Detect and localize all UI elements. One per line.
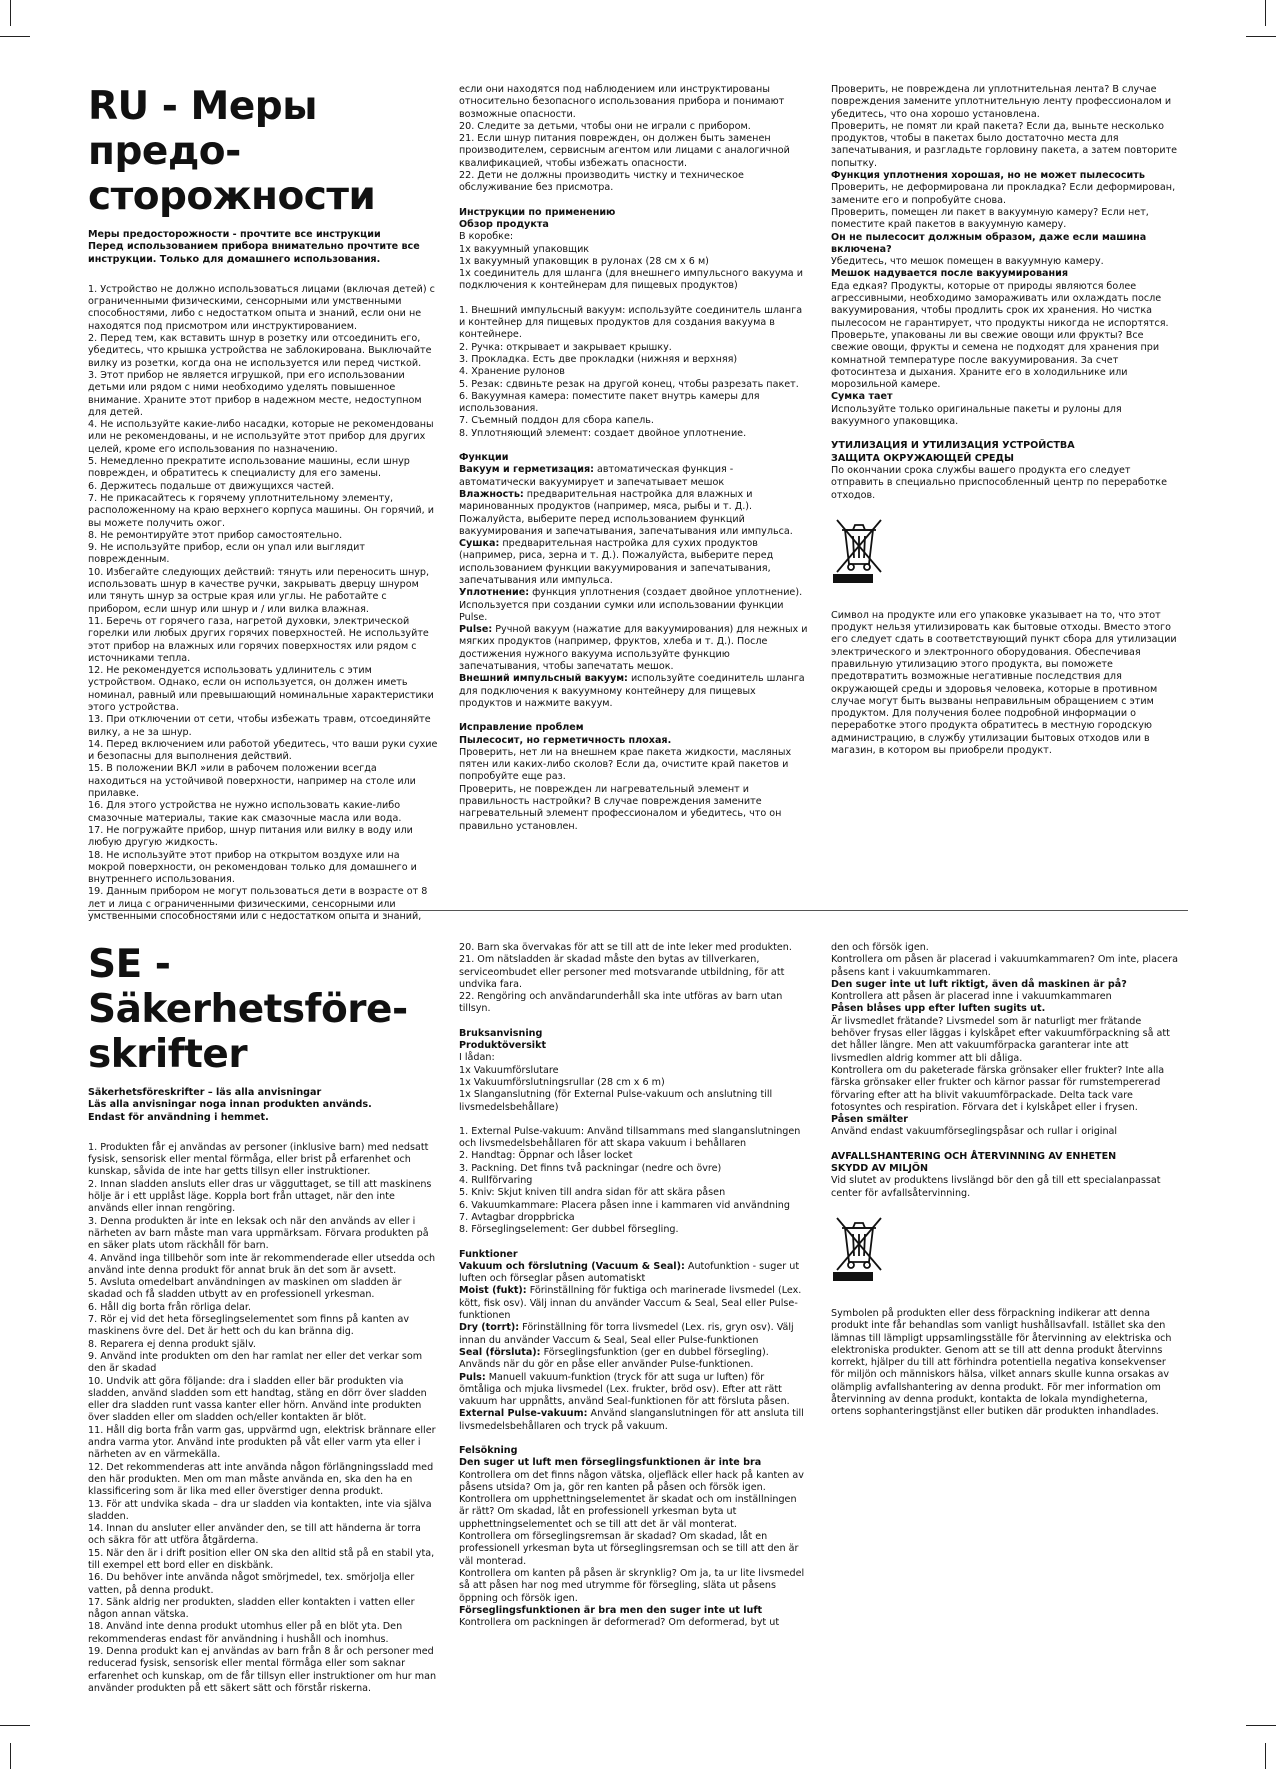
text-paragraph: 7. Не прикасайтесь к горячему уплотнительному элементу, расположенному на краю верхнего корпуса машины. Он горячий, и вы можете получить ожог. xyxy=(88,492,434,529)
function-label: Moist (fukt): xyxy=(459,1285,527,1297)
troubleshooting-answer: Проверить, не деформирована ли прокладка? Если деформирован, замените его и попробуйте снова. xyxy=(831,182,1176,206)
se-functions-list xyxy=(459,1261,809,1433)
text-paragraph: 11. Беречь от горячего газа, нагретой духовки, электрической горелки или любых других горячих поверхностей. Не используйте этот прибор на влажных или горячих поверхностях или рядом с источниками тепла. xyxy=(88,615,429,664)
function-item xyxy=(459,1285,809,1322)
ru-overview-heading: Обзор продукта xyxy=(459,218,549,230)
text-paragraph: 20. Следите за детьми, чтобы они не играли с прибором. xyxy=(459,120,751,132)
function-description: предварительная настройка для сухих продуктов (например, риса, зерна и т. Д.). Пожалуйста, выберите перед использованием функции вакуумирования и запечатывания, запечатывания или импульса. xyxy=(459,538,774,586)
text-paragraph: 13. При отключении от сети, чтобы избежать травм, отсоединяйте вилку, а не за шнур. xyxy=(88,714,431,738)
ru-disposal-intro: По окончании срока службы вашего продукта его следует отправить в специально приспособленный центр по переработке отходов. xyxy=(831,464,1168,501)
ru-title xyxy=(88,84,448,219)
troubleshooting-question: Förseglingsfunktionen är bra men den suger inte ut luft xyxy=(459,1604,763,1616)
function-label: Внешний импульсный вакуум: xyxy=(459,673,628,685)
function-label: Вакуум и герметизация: xyxy=(459,464,594,476)
function-item xyxy=(459,1347,809,1372)
troubleshooting-answer: Проверить, не повреждена ли уплотнительная лента? В случае повреждения замените уплотнительную ленту профессионалом и убедитесь, что она хорошо установлена. xyxy=(831,84,1172,120)
se-troubleshooting-list-continued xyxy=(831,942,1181,1139)
crossed-out-wheelie-bin-icon xyxy=(831,1212,887,1302)
text-paragraph: 6. Вакуумная камера: поместите пакет внутрь камеры для использования. xyxy=(459,390,760,415)
text-paragraph: 16. Для этого устройства не нужно использовать какие-либо смазочные материалы, такие как смазочные масла или вода. xyxy=(88,800,402,824)
crop-mark xyxy=(1246,36,1276,37)
ru-disposal-text: Символ на продукте или его упаковке указывает на то, что этот продукт нельзя утилизировать как бытовые отходы. Вместо этого его следует сдать в соответствующий пункт сбора для утилизации электрического и электронного оборудования. Обеспечивая правильную утилизацию этого продукта, вы поможете предотвратить возможные негативные последствия для окружающей среды и здоровья человека, которые в противном случае могут быть вызваны неправильным обращением с этим продуктом. Для получения более подробной информации о переработке этого продукта обратитесь в местную городскую администрацию, в службу утилизации бытовых отходов или в магазин, в котором вы приобрели продукт. xyxy=(831,609,1177,757)
text-paragraph: 3. Denna produkten är inte en leksak och när den används av eller i närheten av barn måste man vara uppmärksam. Förvara produkten på en säker plats utom räckhåll för barn. xyxy=(88,1215,429,1252)
crop-mark xyxy=(1246,1725,1276,1726)
ru-functions-list xyxy=(459,464,809,710)
crossed-out-wheelie-bin-icon xyxy=(831,514,887,604)
text-paragraph: 17. Не погружайте прибор, шнур питания или вилку в воду или любую другую жидкость. xyxy=(88,824,413,849)
troubleshooting-answer: Проверить, не поврежден ли нагревательный элемент и правильность настройки? В случае повреждения замените нагревательный элемент профессионалом и убедитесь, что он правильно установлен. xyxy=(459,783,782,832)
ru-subtitle-line: инструкции. Только для домашнего использования. xyxy=(88,253,381,265)
troubleshooting-question: Мешок надувается после вакуумирования xyxy=(831,268,1069,280)
text-paragraph: 22. Дети не должны производить чистку и техническое обслуживание без присмотра. xyxy=(459,170,744,194)
ru-column-3 xyxy=(831,84,1181,757)
function-item xyxy=(459,1408,809,1433)
text-paragraph: 5. Резак: сдвиньте резак на другой конец, чтобы разрезать пакет. xyxy=(459,378,799,390)
text-paragraph: 6. Vakuumkammare: Placera påsen inne i kammaren vid användning xyxy=(459,1199,790,1211)
text-paragraph: 21. Om nätsladden är skadad måste den bytas av tillverkaren, serviceombudet eller personer med motsvarande utbildning, för att undvika fara. xyxy=(459,954,785,990)
text-paragraph: 1x Vakuumförslutare xyxy=(459,1064,559,1076)
text-paragraph: 22. Rengöring och användarunderhåll ska inte utföras av barn utan tillsyn. xyxy=(459,991,783,1015)
text-paragraph: 2. Ручка: открывает и закрывает крышку. xyxy=(459,341,672,353)
ru-troubleshooting-list-continued xyxy=(831,84,1181,428)
ru-usage-heading: Инструкции по применению xyxy=(459,206,616,218)
text-paragraph: В коробке: xyxy=(459,231,514,243)
ru-title-line: RU - Меры предо- xyxy=(88,84,317,174)
text-paragraph: 16. Du behöver inte använda något smörjmedel, tex. smörjolja eller vatten, på denna produkt. xyxy=(88,1572,415,1596)
troubleshooting-answer: Убедитесь, что мешок помещен в вакуумную камеру. xyxy=(831,256,1104,268)
ru-box-contents xyxy=(459,231,809,292)
text-paragraph: 3. Этот прибор не является игрушкой, при его использовании детьми или рядом с ними необходимо уделять повышенное внимание. Храните этот прибор в надежном месте, недоступном для детей. xyxy=(88,369,422,418)
se-column-2 xyxy=(459,942,809,1629)
se-subtitle xyxy=(88,1087,438,1124)
function-label: Pulse: xyxy=(459,624,493,636)
function-item xyxy=(459,1322,809,1347)
ru-parts-list xyxy=(459,305,809,440)
troubleshooting-answer: Проверить, не помят ли край пакета? Если да, выньте несколько продуктов, чтобы в пакетах было достаточно места для запечатывания, и разгладьте горловину пакета, а затем повторите попытку. xyxy=(831,120,1178,169)
text-paragraph: 21. Если шнур питания поврежден, он должен быть заменен производителем, сервисным агентом или лицами с аналогичной квалификацией, чтобы избежать опасности. xyxy=(459,133,790,169)
troubleshooting-answer: Kontrollera om packningen är deformerad? Om deformerad, byt ut xyxy=(459,1617,780,1629)
troubleshooting-question: Пылесосит, но герметичность плохая. xyxy=(459,734,672,746)
function-item xyxy=(459,1261,809,1286)
se-disposal-heading: AVFALLSHANTERING OCH ÅTERVINNING AV ENHETEN xyxy=(831,1150,1117,1162)
se-troubleshooting-heading: Felsökning xyxy=(459,1444,518,1456)
text-paragraph: 12. Det rekommenderas att inte använda någon förlängningssladd med den här produkten. Men om man måste använda en, ska den ha en klassificering som är lika med eller överstiger denna produkt. xyxy=(88,1461,434,1498)
ru-environment-heading: ЗАЩИТА ОКРУЖАЮЩЕЙ СРЕДЫ xyxy=(831,452,1014,464)
function-item xyxy=(459,587,809,624)
ru-subtitle-line: Перед использованием прибора внимательно прочтите все xyxy=(88,241,420,253)
function-description: Autofunktion - suger ut luften och förseglar påsen automatiskt xyxy=(459,1260,800,1285)
se-environment-heading: SKYDD AV MILJÖN xyxy=(831,1163,929,1175)
text-paragraph: 1x соединитель для шланга (для внешнего импульсного вакуума и подключения к контейнерам для пищевых продуктов) xyxy=(459,268,803,292)
troubleshooting-answer: Проверить, помещен ли пакет в вакуумную камеру? Если нет, поместите край пакетов в вакуумную камеру. xyxy=(831,206,1149,231)
troubleshooting-answer: Kontrollera om det finns någon vätska, oljefläck eller hack på kanten av påsens utsida? Om ja, gör ren kanten på påsen och försök igen. xyxy=(459,1469,804,1493)
ru-functions-heading: Функции xyxy=(459,452,509,464)
text-paragraph: 18. Använd inte denna produkt utomhus eller på en blöt yta. Den rekommenderas endast för användning i hushåll och inomhus. xyxy=(88,1621,403,1645)
ru-title-line: сторожности xyxy=(88,174,376,219)
function-label: Dry (torrt): xyxy=(459,1322,520,1334)
text-paragraph: 9. Не используйте прибор, если он упал или выглядит поврежденным. xyxy=(88,542,366,566)
troubleshooting-question: Сумка тает xyxy=(831,391,893,403)
ru-column-2 xyxy=(459,84,809,833)
text-paragraph: 8. Уплотняющий элемент: создает двойное уплотнение. xyxy=(459,427,747,439)
text-paragraph: 18. Не используйте этот прибор на открытом воздухе или на мокрой поверхности, он рекомендован только для домашнего и внутреннего использования. xyxy=(88,849,417,886)
troubleshooting-question: Påsen smälter xyxy=(831,1114,908,1126)
function-label: Seal (försluta): xyxy=(459,1346,541,1358)
troubleshooting-answer: Kontrollera om kanten på påsen är skrynklig? Om ja, ta ur lite livsmedel så att påsen har nog med utrymme för försegling, släta ut påsens öppning och försök igen. xyxy=(459,1567,805,1604)
troubleshooting-answer: Kontrollera om förseglingsremsan är skadad? Om skadad, låt en professionell yrkesman byta ut förseglingsremsan och se till att den är väl monterad. xyxy=(459,1531,799,1567)
function-description: Använd slanganslutningen för att ansluta till livsmedelsbehållaren och tryck på vakuum. xyxy=(459,1408,804,1432)
function-item xyxy=(459,1372,809,1409)
section-divider xyxy=(88,910,1188,911)
text-paragraph: 1. Устройство не должно использоваться лицами (включая детей) с ограниченными физическими, сенсорными или умственными способностями, либо с недостатком опыта и знаний, если они не находятся под присмотром или инструктированием. xyxy=(88,283,435,332)
text-paragraph: 5. Немедленно прекратите использование машины, если шнур поврежден, и обратитесь к специалисту для его замены. xyxy=(88,456,410,480)
text-paragraph: 10. Undvik att göra följande: dra i sladden eller bär produkten via sladden, använd sladden som ett handtag, stäng en dörr över sladden eller dra sladden runt vassa kanter eller hörn. Använd inte produkten över sladden eller om sladden och/eller kontakten är blöt. xyxy=(88,1375,427,1424)
function-item xyxy=(459,538,809,587)
function-label: Сушка: xyxy=(459,538,500,550)
se-safety-list-continued xyxy=(459,942,809,1016)
text-paragraph: 8. Förseglingselement: Ger dubbel försegling. xyxy=(459,1224,679,1236)
function-item xyxy=(459,464,809,489)
text-paragraph: 19. Данным прибором не могут пользоваться дети в возрасте от 8 лет и лица с ограниченными физическими, сенсорными или умственными способностями или с недостатком опыта и знаний, xyxy=(88,886,428,923)
ru-safety-list xyxy=(88,284,438,923)
troubleshooting-answer: Kontrollera om påsen är placerad i vakuumkammaren? Om inte, placera påsens kant i vakuumkammaren. xyxy=(831,954,1178,978)
function-label: Влажность: xyxy=(459,488,524,500)
ru-troubleshooting-heading: Исправление проблем xyxy=(459,722,584,734)
text-paragraph: 8. Reparera ej denna produkt själv. xyxy=(88,1338,256,1350)
ru-subtitle xyxy=(88,229,438,266)
function-description: Förinställning för fuktiga och marinerade livsmedel (Lex. kött, fisk osv). Välj innan du använder Vaccum & Seal, Seal eller Pulse-funktionen xyxy=(459,1285,802,1322)
se-usage-heading: Bruksanvisning xyxy=(459,1027,543,1039)
se-functions-heading: Funktioner xyxy=(459,1248,518,1260)
function-label: Puls: xyxy=(459,1371,486,1383)
text-paragraph: 10. Избегайте следующих действий: тянуть или переносить шнур, использовать шнур в качестве ручки, закрывать дверцу шнуром или тянуть шнур за острые края или углы. Не работайте с прибором, если шнур или шнур и / или вилка влажная. xyxy=(88,566,430,615)
text-paragraph: 19. Denna produkt kan ej användas av barn från 8 år och personer med reducerad fysisk, sensorisk eller mental förmåga eller som saknar erfarenhet och kunskap, om de får tillsyn eller instruktioner om hur man använder produkten på ett säkert sätt och förstår riskerna. xyxy=(88,1646,437,1694)
ru-troubleshooting-list xyxy=(459,735,809,833)
ru-column-1 xyxy=(88,84,438,923)
text-paragraph: 4. Не используйте какие-либо насадки, которые не рекомендованы или не рекомендованы, и не используйте этот прибор для других целей, кроме его использования по назначению. xyxy=(88,419,434,455)
function-description: Manuell vakuum-funktion (tryck för att suga ur luften) för ömtåliga och mjuka livsmedel (Lex. frukter, bröd osv). Efter att rätt vakuum har uppnåtts, använd Seal-funktionen för att försluta påsen. xyxy=(459,1371,790,1408)
text-paragraph: I lådan: xyxy=(459,1052,495,1064)
se-overview-heading: Produktöversikt xyxy=(459,1040,547,1052)
se-box-contents xyxy=(459,1052,809,1113)
text-paragraph: 15. När den är i drift position eller ON ska den alltid stå på en stabil yta, till exempel ett bord eller en diskbänk. xyxy=(88,1547,435,1571)
text-paragraph: 14. Перед включением или работой убедитесь, что ваши руки сухие и безопасны для выполнения действий. xyxy=(88,738,438,763)
troubleshooting-answer: Är livsmedlet frätande? Livsmedel som är naturligt mer frätande behöver frysas eller läggas i kylskåpet efter vakuumförpackning så att det håller längre. Men att vakuumförpacka garanterar inte att livsmedlen aldrig kommer att bli dåliga. xyxy=(831,1015,1170,1064)
text-paragraph: 6. Håll dig borta från rörliga delar. xyxy=(88,1301,252,1313)
text-paragraph: 20. Barn ska övervakas för att se till att de inte leker med produkten. xyxy=(459,942,792,953)
text-paragraph: 4. Хранение рулонов xyxy=(459,366,565,378)
se-column-1 xyxy=(88,942,438,1695)
text-paragraph: 1x вакуумный упаковщик в рулонах (28 см х 6 м) xyxy=(459,255,709,267)
text-paragraph: 1. Produkten får ej användas av personer (inklusive barn) med nedsatt fysisk, sensorisk eller mental förmåga, eller brist på erfarenhet och kunskap, såvida de inte har getts tillsyn eller instruktioner. xyxy=(88,1141,429,1178)
ru-subtitle-line: Меры предосторожности - прочтите все инструкции xyxy=(88,229,381,240)
text-paragraph: 3. Packning. Det finns två packningar (nedre och övre) xyxy=(459,1162,722,1174)
se-column-3 xyxy=(831,942,1181,1419)
text-paragraph: 2. Handtag: Öppnar och låser locket xyxy=(459,1150,633,1162)
text-paragraph: 4. Rullförvaring xyxy=(459,1175,533,1187)
function-description: используйте соединитель шланга для подключения к вакуумному контейнеру для пищевых продуктов и нажмите вакуум. xyxy=(459,673,805,709)
troubleshooting-answer: Kontrollera att påsen är placerad inne i vakuumkammaren xyxy=(831,991,1112,1003)
troubleshooting-answer: Проверить, нет ли на внешнем крае пакета жидкости, масляных пятен или каких-либо сколов? Если да, очистите край пакетов и попробуйте еще раз. xyxy=(459,746,792,783)
function-description: Ручной вакуум (нажатие для вакуумирования) для нежных и мягких продуктов (например, фруктов, хлеба и т. Д.). После достижения нужного вакуума используйте функцию запечатывания, чтобы запечатать мешок. xyxy=(459,624,808,673)
function-label: External Pulse-vakuum: xyxy=(459,1408,588,1420)
text-paragraph: 2. Innan sladden ansluts eller dras ur vägguttaget, se till att maskinens hölje är i ett upplåst läge. Koppla bort från uttaget, när den inte används eller innan rengöring. xyxy=(88,1178,432,1215)
text-paragraph: 9. Använd inte produkten om den har ramlat ner eller det verkar som den är skadad xyxy=(88,1350,423,1375)
function-item xyxy=(459,673,809,710)
ru-disposal-heading: УТИЛИЗАЦИЯ И УТИЛИЗАЦИЯ УСТРОЙСТВА xyxy=(831,440,1075,452)
function-description: функция уплотнения (создает двойное уплотнение). Используется при создании сумки или использовании функции Pulse. xyxy=(459,587,803,623)
ru-safety-list-continued xyxy=(459,84,809,195)
crop-mark xyxy=(1265,0,1266,26)
troubleshooting-answer: Kontrollera om upphettningselementet är skadat och om inställningen är rätt? Om skadad, låt en professionell yrkesman byta ut upphettningselementet och se till att det är väl monterat. xyxy=(459,1494,797,1530)
se-disposal-intro: Vid slutet av produktens livslängd bör den gå till ett specialanpassat center för avfallsåtervinning. xyxy=(831,1175,1161,1199)
troubleshooting-question: Den suger inte ut luft riktigt, även då maskinen är på? xyxy=(831,978,1127,990)
text-paragraph: 8. Не ремонтируйте этот прибор самостоятельно. xyxy=(88,529,343,541)
se-title-line: SE - Säkerhetsföre- xyxy=(88,942,408,1032)
function-item xyxy=(459,489,809,538)
function-description: Förinställning för torra livsmedel (Lex. ris, gryn osv). Välj innan du använder Vaccum & Seal, Seal eller Pulse-funktionen xyxy=(459,1322,794,1346)
text-paragraph: 15. В положении ВКЛ »или в рабочем положении всегда находиться на устойчивой поверхности, например на столе или прилавке. xyxy=(88,763,416,800)
troubleshooting-question: Påsen blåses upp efter luften sugits ut. xyxy=(831,1003,1046,1015)
function-description: Förseglingsfunktion (ger en dubbel försegling). Används när du gör en påse eller använder Pulse-funktionen. xyxy=(459,1346,769,1371)
se-title xyxy=(88,942,448,1077)
troubleshooting-question: Den suger ut luft men förseglingsfunktionen är inte bra xyxy=(459,1457,762,1469)
text-paragraph: 1. External Pulse-vakuum: Använd tillsammans med slanganslutningen och livsmedelsbehållaren för att skapa vakuum i behållaren xyxy=(459,1125,801,1150)
se-title-line: skrifter xyxy=(88,1032,248,1077)
text-paragraph: 6. Держитесь подальше от движущихся частей. xyxy=(88,480,335,492)
troubleshooting-answer: Используйте только оригинальные пакеты и рулоны для вакуумного упаковщика. xyxy=(831,403,1122,428)
function-label: Уплотнение: xyxy=(459,587,530,599)
troubleshooting-question: Функция уплотнения хорошая, но не может пылесосить xyxy=(831,170,1145,182)
se-parts-list xyxy=(459,1126,809,1237)
se-troubleshooting-list xyxy=(459,1457,809,1629)
text-paragraph: если они находятся под наблюдением или инструктированы относительно безопасного использования прибора и понимают возможные опасности. xyxy=(459,84,785,120)
troubleshooting-question: Он не пылесосит должным образом, даже если машина включена? xyxy=(831,231,1147,255)
text-paragraph: 1x Vakuumförslutningsrullar (28 cm x 6 m) xyxy=(459,1076,665,1088)
se-subtitle-line: Endast för användning i hemmet. xyxy=(88,1111,269,1123)
text-paragraph: 1x Slanganslutning (för External Pulse-vakuum och anslutning till livsmedelsbehållare) xyxy=(459,1089,773,1113)
crop-mark xyxy=(10,0,11,26)
troubleshooting-answer: Проверьте, упакованы ли вы свежие овощи или фрукты? Все свежие овощи, фрукты и семена не подходят для хранения при комнатной температуре после вакуумирования. За счет фотосинтеза и дыхания. Храните его в холодильнике или морозильной камере. xyxy=(831,329,1160,391)
se-subtitle-line: Säkerhetsföreskrifter – läs alla anvisningar xyxy=(88,1087,322,1098)
text-paragraph: 11. Håll dig borta från varm gas, uppvärmd ugn, elektrisk brännare eller andra varma ytor. Använd inte produkten på våt eller varm yta eller i närheten av en värmekälla. xyxy=(88,1424,436,1461)
text-paragraph: 7. Съемный поддон для сбора капель. xyxy=(459,415,654,427)
text-paragraph: 5. Kniv: Skjut kniven till andra sidan för att skära påsen xyxy=(459,1187,726,1199)
text-paragraph: 7. Rör ej vid det heta förseglingselementet som finns på kanten av maskinens övre del. Det är hett och du kan bränna dig. xyxy=(88,1314,410,1338)
function-item xyxy=(459,624,809,673)
function-description: предварительная настройка для влажных и маринованных продуктов (например, мяса, рыбы и т. Д.). Пожалуйста, выберите перед использованием функций вакуумирования и запечатывания, запечатывания или импульса. xyxy=(459,488,793,537)
text-paragraph: 3. Прокладка. Есть две прокладки (нижняя и верхняя) xyxy=(459,353,738,365)
text-paragraph: 4. Använd inga tillbehör som inte är rekommenderade eller utsedda och använd inte denna produkt för annat bruk än det som är avsett. xyxy=(88,1252,436,1276)
text-paragraph: 1. Внешний импульсный вакуум: используйте соединитель шланга и контейнер для пищевых продуктов для создания вакуума в контейнере. xyxy=(459,304,803,341)
text-paragraph: 1x вакуумный упаковщик xyxy=(459,243,590,255)
se-safety-list xyxy=(88,1142,438,1695)
crop-mark xyxy=(0,1725,30,1726)
text-paragraph: 12. Не рекомендуется использовать удлинитель с этим устройством. Однако, если он используется, он должен иметь номинал, равный или превышающий номинальные характеристики этого устройства. xyxy=(88,665,434,713)
text-paragraph: 5. Avsluta omedelbart användningen av maskinen om sladden är skadad och få sladden utbytt av en professionell yrkesman. xyxy=(88,1277,402,1301)
text-paragraph: 2. Перед тем, как вставить шнур в розетку или отсоединить его, убедитесь, что крышка устройства не заблокирована. Выключайте вилку из розетки, когда она не используется или перед чисткой. xyxy=(88,333,432,369)
troubleshooting-answer: Använd endast vakuumförseglingspåsar och rullar i original xyxy=(831,1126,1118,1138)
troubleshooting-answer: Kontrollera om du paketerade färska grönsaker eller frukter? Inte alla färska grönsaker eller frukter och kärnor passar för rumstempererad förvaring efter att ha blivit vakuumförpackade. Delta tack vare fotosyntes och respiration. Förvara det i kylskåpet eller i frysen. xyxy=(831,1064,1165,1113)
se-subtitle-line: Läs alla anvisningar noga innan produkten används. xyxy=(88,1099,372,1111)
crop-mark xyxy=(1265,1743,1266,1769)
se-disposal-text: Symbolen på produkten eller dess förpackning indikerar att denna produkt inte får behandlas som vanligt hushållsavfall. Istället ska den lämnas till lämpligt uppsamlingsställe för återvinning av elektriska och elektroniska produkter. Genom att se till att denna produkt återvinns korrekt, hjälper du till att förhindra potentiella negativa konsekvenser för miljön och människors hälsa, vilket annars skulle kunna orsakas av olämplig avfallshantering av denna produkt. För mer information om återvinning av denna produkt, kontakta de lokala myndigheterna, ortens sophanteringstjänst eller butiken där produkten inhandlades. xyxy=(831,1307,1172,1418)
function-label: Vakuum och förslutning (Vacuum & Seal): xyxy=(459,1260,685,1272)
troubleshooting-answer: den och försök igen. xyxy=(831,942,929,953)
text-paragraph: 17. Sänk aldrig ner produkten, sladden eller kontakten i vatten eller någon annan vätska. xyxy=(88,1596,415,1621)
function-description: автоматическая функция - автоматически вакуумирует и запечатывает мешок xyxy=(459,464,734,488)
text-paragraph: 7. Avtagbar droppbricka xyxy=(459,1211,575,1223)
crop-mark xyxy=(0,36,30,37)
troubleshooting-answer: Еда едкая? Продукты, которые от природы являются более агрессивными, необходимо замораживать или охлаждать после вакуумирования, чтобы продлить срок их хранения. Но чистка пылесосом не гарантирует, что продукты никогда не испортятся. xyxy=(831,280,1169,329)
text-paragraph: 13. För att undvika skada – dra ur sladden via kontakten, inte via själva sladden. xyxy=(88,1498,432,1522)
text-paragraph: 14. Innan du ansluter eller använder den, se till att händerna är torra och säkra för att utföra åtgärderna. xyxy=(88,1523,421,1547)
crop-mark xyxy=(10,1743,11,1769)
